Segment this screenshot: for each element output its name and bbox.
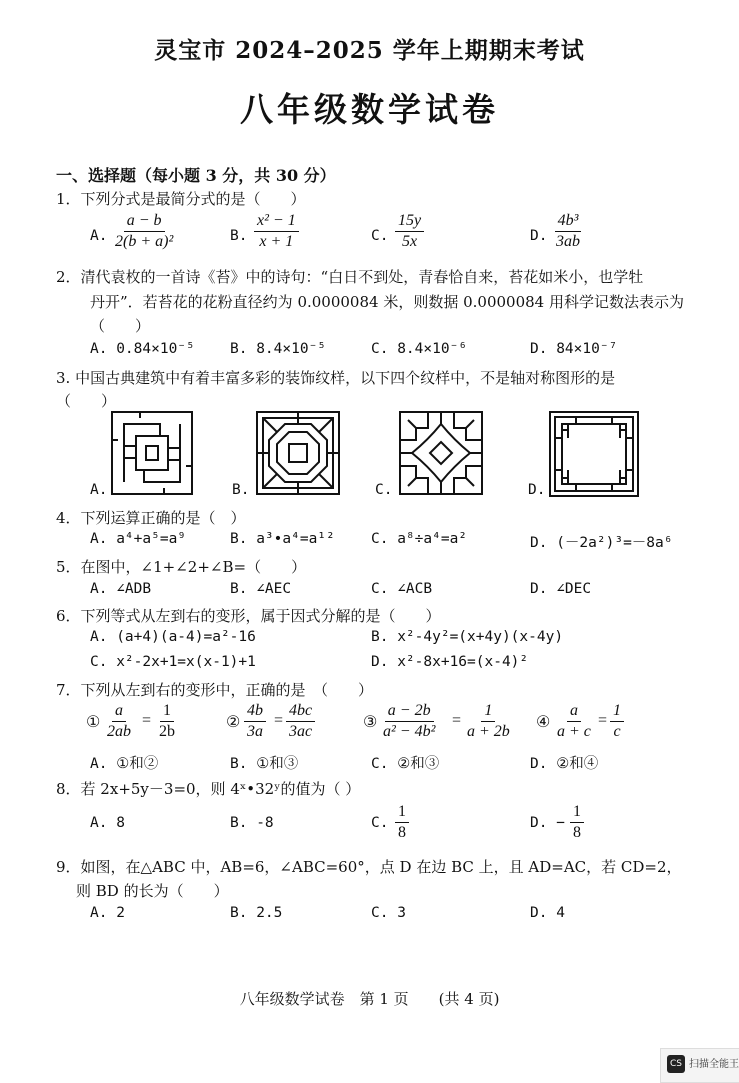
q8-d-numerator: 1 xyxy=(570,803,584,823)
q7-e4-right-num: 1 xyxy=(610,702,624,722)
q2-line-2: 丹开”．若苔花的花粉直径约为 0.0000084 米，则数据 0.0000084 用科学记数法表示为 xyxy=(90,293,684,311)
exam-subtitle: 八年级数学试卷 xyxy=(240,90,499,129)
q7-mark-3: ③ xyxy=(363,714,378,731)
q1-a-denominator: 2(b + a)² xyxy=(115,233,174,251)
q6-option-a: A. (a+4)(a-4)=a²-16 xyxy=(90,629,256,645)
q2-option-c: C. 8.4×10⁻⁶ xyxy=(371,341,468,357)
q1-label-d: D. xyxy=(530,228,548,244)
q5-option-d: D. ∠DEC xyxy=(530,581,592,597)
q1-option-c-fraction xyxy=(395,212,424,252)
q7-stem: 7．下列从左到右的变形中，正确的是 （ ） xyxy=(56,681,374,699)
q4-stem: 4．下列运算正确的是（ ） xyxy=(56,509,246,527)
q7-e1-right-den: 2b xyxy=(159,723,175,741)
q6-stem: 6．下列等式从左到右的变形，属于因式分解的是（ ） xyxy=(56,607,441,625)
q3-label-a: A. xyxy=(90,482,108,498)
q3-line-2: （ ） xyxy=(56,392,117,410)
q3-pattern-c-image xyxy=(398,410,484,496)
q5-option-b: B. ∠AEC xyxy=(230,581,292,597)
q7-e2-right-den: 3ac xyxy=(289,723,313,741)
camscanner-logo-icon: CS xyxy=(667,1055,685,1073)
q7-e3-right-num: 1 xyxy=(481,702,495,722)
section-heading: 一、选择题（每小题 3 分，共 30 分） xyxy=(56,166,336,185)
q8-option-c-fraction xyxy=(395,803,409,843)
q4-option-d: D. (－2a²)³=－8a⁶ xyxy=(530,535,673,551)
q7-e1-right xyxy=(156,702,178,742)
q6-option-c: C. x²-2x+1=x(x-1)+1 xyxy=(90,654,256,670)
scanner-watermark xyxy=(660,1048,739,1083)
q1-d-denominator: 3ab xyxy=(556,233,580,251)
q2-line-3: （ ） xyxy=(90,317,151,335)
q7-e1-right-num: 1 xyxy=(160,702,174,722)
q3-label-c: C. xyxy=(375,482,393,498)
q7-e2-right-num: 4bc xyxy=(286,702,315,722)
q7-e4-right xyxy=(610,702,624,742)
q8-c-denominator: 8 xyxy=(398,824,406,842)
q8-label-c: C. xyxy=(371,815,389,831)
q7-e4-left-num: a xyxy=(567,702,581,722)
q7-e3-left-den: a² − 4b² xyxy=(383,723,436,741)
q1-option-d-fraction xyxy=(553,212,583,252)
q9-option-a: A. 2 xyxy=(90,905,125,921)
q1-d-numerator: 4b³ xyxy=(555,212,582,232)
q8-option-b: B. -8 xyxy=(230,815,274,831)
q9-line-1: 9．如图，在△ABC 中，AB=6，∠ABC=60°，点 D 在边 BC 上，且 AD=AC，若 CD=2， xyxy=(56,858,682,876)
q1-c-denominator: 5x xyxy=(402,233,418,251)
q7-e3-equals: = xyxy=(452,712,462,729)
exam-title: 灵宝市 2024–2025 学年上期期末考试 xyxy=(154,37,585,64)
q7-e2-left-den: 3a xyxy=(247,723,263,741)
q1-b-numerator: x² − 1 xyxy=(254,212,299,232)
q7-e4-equals: = xyxy=(598,712,608,729)
q2-option-b: B. 8.4×10⁻⁵ xyxy=(230,341,327,357)
q7-e4-right-den: c xyxy=(613,723,621,741)
q6-option-d: D. x²-8x+16=(x-4)² xyxy=(371,654,529,670)
q7-option-b: B. ①和③ xyxy=(230,756,299,772)
q7-e1-left-den: 2ab xyxy=(107,723,131,741)
q9-option-d: D. 4 xyxy=(530,905,565,921)
q7-e2-right xyxy=(286,702,315,742)
q7-e3-right xyxy=(464,702,513,742)
q1-option-a-fraction xyxy=(112,212,176,252)
q7-e4-left-den: a + c xyxy=(557,723,591,741)
q8-label-d: D. − xyxy=(530,815,565,831)
q1-a-numerator: a − b xyxy=(124,212,165,232)
page-footer: 八年级数学试卷 第 1 页 (共 4 页) xyxy=(239,990,500,1008)
q2-line-1: 2．清代袁枚的一首诗《苔》中的诗句：“白日不到处，青春恰自来，苔花如米小，也学牡 xyxy=(56,268,644,286)
q3-label-b: B. xyxy=(232,482,250,498)
q7-e1-left xyxy=(104,702,134,742)
q6-option-b: B. x²-4y²=(x+4y)(x-4y) xyxy=(371,629,564,645)
q1-label-b: B. xyxy=(230,228,248,244)
q4-option-a: A. a⁴+a⁵=a⁹ xyxy=(90,531,187,547)
q3-pattern-d-image xyxy=(548,410,640,498)
q7-e2-left xyxy=(244,702,266,742)
q7-e1-equals: = xyxy=(142,712,152,729)
q3-pattern-a-image xyxy=(110,410,194,496)
q3-pattern-b-image xyxy=(255,410,341,496)
q7-mark-2: ② xyxy=(226,714,241,731)
q5-stem: 5．在图中，∠1+∠2+∠B=（ ） xyxy=(56,558,307,576)
q5-option-c: C. ∠ACB xyxy=(371,581,433,597)
q3-line-1: 3. 中国古典建筑中有着丰富多彩的装饰纹样，以下四个纹样中，不是轴对称图形的是 xyxy=(56,369,616,387)
q1-b-denominator: x + 1 xyxy=(259,233,294,251)
scanner-watermark-text: 扫描全能王 xyxy=(689,1059,739,1070)
q3-label-d: D. xyxy=(528,482,546,498)
q7-option-d: D. ②和④ xyxy=(530,756,599,772)
q7-e2-left-num: 4b xyxy=(244,702,266,722)
q9-option-c: C. 3 xyxy=(371,905,406,921)
q1-label-a: A. xyxy=(90,228,108,244)
q7-e4-left xyxy=(554,702,594,742)
q7-e3-left xyxy=(380,702,438,742)
q7-e2-equals: = xyxy=(274,712,284,729)
q8-option-d-fraction xyxy=(570,803,584,843)
q9-option-b: B. 2.5 xyxy=(230,905,283,921)
q7-mark-1: ① xyxy=(86,714,101,731)
q8-stem: 8．若 2x+5y－3=0，则 4ˣ•32ʸ的值为（ ） xyxy=(56,780,361,798)
q5-option-a: A. ∠ADB xyxy=(90,581,152,597)
q1-c-numerator: 15y xyxy=(395,212,424,232)
q2-option-d: D. 84×10⁻⁷ xyxy=(530,341,618,357)
q9-line-2: 则 BD 的长为（ ） xyxy=(76,882,229,900)
q7-e1-left-num: a xyxy=(112,702,126,722)
q1-option-b-fraction xyxy=(254,212,299,252)
q7-option-a: A. ①和② xyxy=(90,756,159,772)
q8-c-numerator: 1 xyxy=(395,803,409,823)
q1-stem: 1．下列分式是最简分式的是（ ） xyxy=(56,190,306,208)
q7-e3-right-den: a + 2b xyxy=(467,723,510,741)
q7-option-c: C. ②和③ xyxy=(371,756,440,772)
q8-option-a: A. 8 xyxy=(90,815,125,831)
q7-mark-4: ④ xyxy=(536,714,551,731)
q4-option-b: B. a³•a⁴=a¹² xyxy=(230,531,335,547)
q1-label-c: C. xyxy=(371,228,389,244)
q7-e3-left-num: a − 2b xyxy=(385,702,434,722)
q2-option-a: A. 0.84×10⁻⁵ xyxy=(90,341,195,357)
q4-option-c: C. a⁸÷a⁴=a² xyxy=(371,531,468,547)
q8-d-denominator: 8 xyxy=(573,824,581,842)
